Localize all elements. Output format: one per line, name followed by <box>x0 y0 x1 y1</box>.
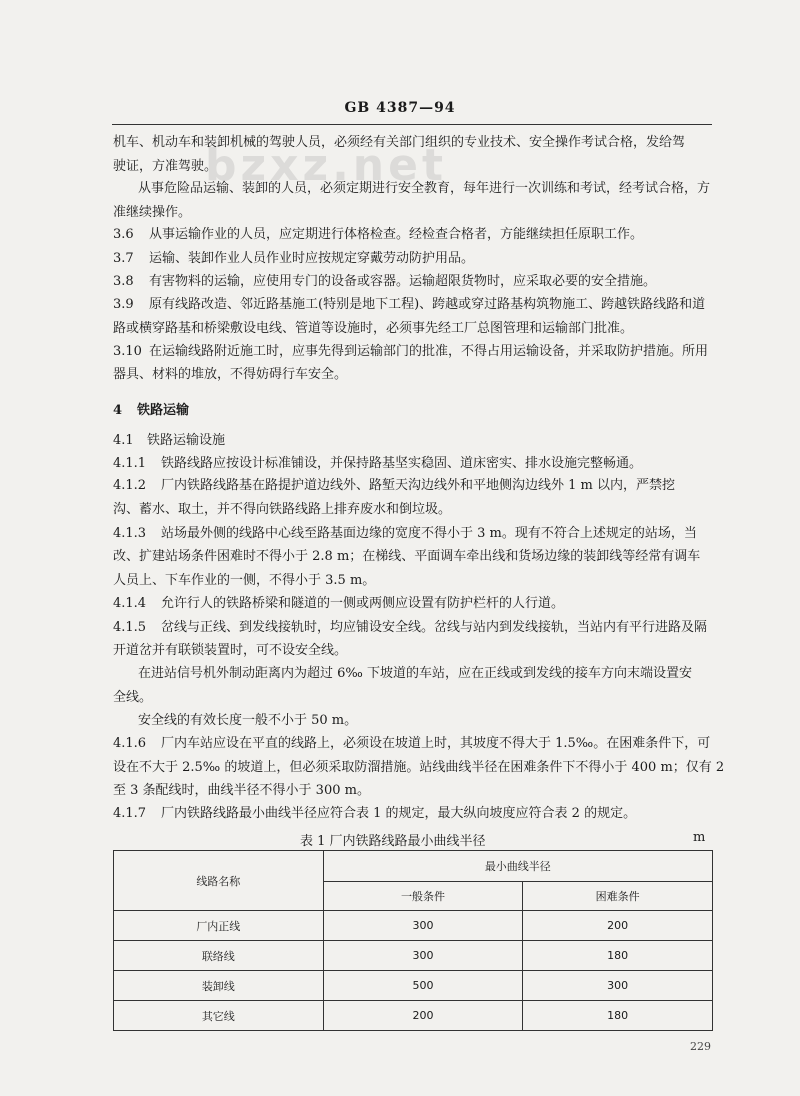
clause-number: 4.1.4 <box>113 596 147 611</box>
clause-number: 4.1.2 <box>113 478 147 493</box>
table-caption: 表 1 厂内铁路线路最小曲线半径 <box>300 834 486 849</box>
row-normal: 200 <box>323 1001 523 1031</box>
clause-4-1 <box>113 433 225 449</box>
clause-text: 铁路运输设施 <box>147 433 226 448</box>
clause-number: 4.1.7 <box>113 806 147 821</box>
clause-text: 允许行人的铁路桥梁和隧道的一侧或两侧应设置有防护栏杆的人行道。 <box>161 596 565 611</box>
clause-number: 4.1 <box>113 433 134 448</box>
paragraph-line: 人员上、下车作业的一侧，不得小于 3.5 m。 <box>113 573 376 588</box>
clause-text: 在运输线路附近施工时，应事先得到运输部门的批准，不得占用运输设备，并采取防护措施。所用 <box>149 344 709 359</box>
paragraph-line: 开道岔并有联锁装置时，可不设安全线。 <box>113 643 348 658</box>
header-normal: 一般条件 <box>323 882 523 911</box>
paragraph-line: 机车、机动车和装卸机械的驾驶人员，必须经有关部门组织的专业技术、安全操作考试合格，发给驾 <box>113 135 686 150</box>
table-row <box>114 1001 713 1031</box>
clause-4-1-5 <box>113 620 707 636</box>
clause-text: 厂内铁路线路基在路提护道边线外、路堑天沟边线外和平地侧沟边线外 1 m 以内，严禁挖 <box>161 478 675 493</box>
table-row <box>114 911 713 941</box>
clause-4-1-3 <box>113 526 697 542</box>
clause-text: 站场最外侧的线路中心线至路基面边缘的宽度不得小于 3 m。现有不符合上述规定的站场，当 <box>161 526 697 541</box>
paragraph-line: 路或横穿路基和桥梁敷设电线、管道等设施时，必须事先经工厂总图管理和运输部门批准。 <box>113 321 634 336</box>
clause-4-1-1 <box>113 456 642 472</box>
clause-text: 岔线与正线、到发线接轨时，均应铺设安全线。岔线与站内到发线接轨，当站内有平行进路及隔 <box>161 620 708 635</box>
clause-number: 3.7 <box>113 251 134 266</box>
paragraph-line: 改、扩建站场条件困难时不得小于 2.8 m；在梯线、平面调车牵出线和货场边缘的装卸线等经常有调车 <box>113 549 701 564</box>
section-number: 4 <box>113 403 123 418</box>
page-number: 229 <box>690 1040 711 1053</box>
row-name: 厂内正线 <box>114 911 324 941</box>
header-line-name: 线路名称 <box>114 851 324 911</box>
paragraph-line: 至 3 条配线时，曲线半径不得小于 300 m。 <box>113 783 370 798</box>
clause-4-1-4 <box>113 596 564 612</box>
header-min-radius: 最小曲线半径 <box>323 851 712 882</box>
clause-3-6 <box>113 227 643 243</box>
clause-4-1-2 <box>113 478 675 494</box>
row-name: 装卸线 <box>114 971 324 1001</box>
header-rule <box>112 124 712 125</box>
header-difficult: 困难条件 <box>523 882 713 911</box>
paragraph-line: 沟、蓄水、取土，并不得向铁路线路上排弃废水和倒垃圾。 <box>113 502 452 517</box>
clause-text: 铁路线路应按设计标准铺设，并保持路基坚实稳固、道床密实、排水设施完整畅通。 <box>161 456 643 471</box>
page-header: GB 4387—94 <box>344 100 456 116</box>
clause-number: 3.10 <box>113 344 142 359</box>
clause-text: 厂内铁路线路最小曲线半径应符合表 1 的规定，最大纵向坡度应符合表 2 的规定。 <box>161 806 637 821</box>
paragraph-line: 准继续操作。 <box>113 205 192 220</box>
table-row <box>114 971 713 1001</box>
row-normal: 300 <box>323 941 523 971</box>
paragraph-line: 器具、材料的堆放，不得妨碍行车安全。 <box>113 367 348 382</box>
row-difficult: 300 <box>523 971 713 1001</box>
row-normal: 300 <box>323 911 523 941</box>
clause-number: 4.1.5 <box>113 620 147 635</box>
clause-number: 4.1.3 <box>113 526 147 541</box>
paragraph-line: 在进站信号机外制动距离内为超过 6‰ 下坡道的车站，应在正线或到发线的接车方向末端设置安 <box>138 666 692 681</box>
paragraph-line: 驶证，方准驾驶。 <box>113 159 218 174</box>
section-title: 铁路运输 <box>137 403 190 418</box>
min-curve-radius-table <box>113 850 713 1031</box>
table-row <box>114 941 713 971</box>
row-difficult: 180 <box>523 1001 713 1031</box>
paragraph-line: 安全线的有效长度一般不小于 50 m。 <box>138 713 358 728</box>
watermark: bzxz.net <box>205 140 448 191</box>
clause-number: 3.8 <box>113 274 134 289</box>
clause-text: 运输、装卸作业人员作业时应按规定穿戴劳动防护用品。 <box>149 251 475 266</box>
clause-text: 有害物料的运输，应使用专门的设备或容器。运输超限货物时，应采取必要的安全措施。 <box>149 274 657 289</box>
clause-3-8 <box>113 274 656 290</box>
clause-text: 厂内车站应设在平直的线路上，必须设在坡道上时，其坡度不得大于 1.5‰。在困难条件下，可 <box>161 736 711 751</box>
clause-number: 3.9 <box>113 297 134 312</box>
clause-3-7 <box>113 251 474 267</box>
table-unit: m <box>693 830 706 845</box>
clause-number: 4.1.6 <box>113 736 147 751</box>
paragraph-line: 从事危险品运输、装卸的人员，必须定期进行安全教育，每年进行一次训练和考试，经考试合格，方 <box>138 181 711 196</box>
row-difficult: 200 <box>523 911 713 941</box>
row-name: 联络线 <box>114 941 324 971</box>
clause-3-10 <box>113 344 708 360</box>
clause-4-1-6 <box>113 736 710 752</box>
paragraph-line: 设在不大于 2.5‰ 的坡道上，但必须采取防溜措施。站线曲线半径在困难条件下不得小于 400 m；仅有 2 <box>113 760 725 775</box>
clause-text: 原有线路改造、邻近路基施工(特别是地下工程)、跨越或穿过路基构筑物施工、跨越铁路线路和道 <box>149 297 706 312</box>
row-difficult: 180 <box>523 941 713 971</box>
paragraph-line: 全线。 <box>113 690 153 705</box>
clause-4-1-7 <box>113 806 636 822</box>
clause-number: 3.6 <box>113 227 134 242</box>
clause-3-9 <box>113 297 705 313</box>
clause-text: 从事运输作业的人员，应定期进行体格检查。经检查合格者，方能继续担任原职工作。 <box>149 227 644 242</box>
clause-number: 4.1.1 <box>113 456 147 471</box>
row-name: 其它线 <box>114 1001 324 1031</box>
section-4-heading <box>113 403 189 419</box>
row-normal: 500 <box>323 971 523 1001</box>
